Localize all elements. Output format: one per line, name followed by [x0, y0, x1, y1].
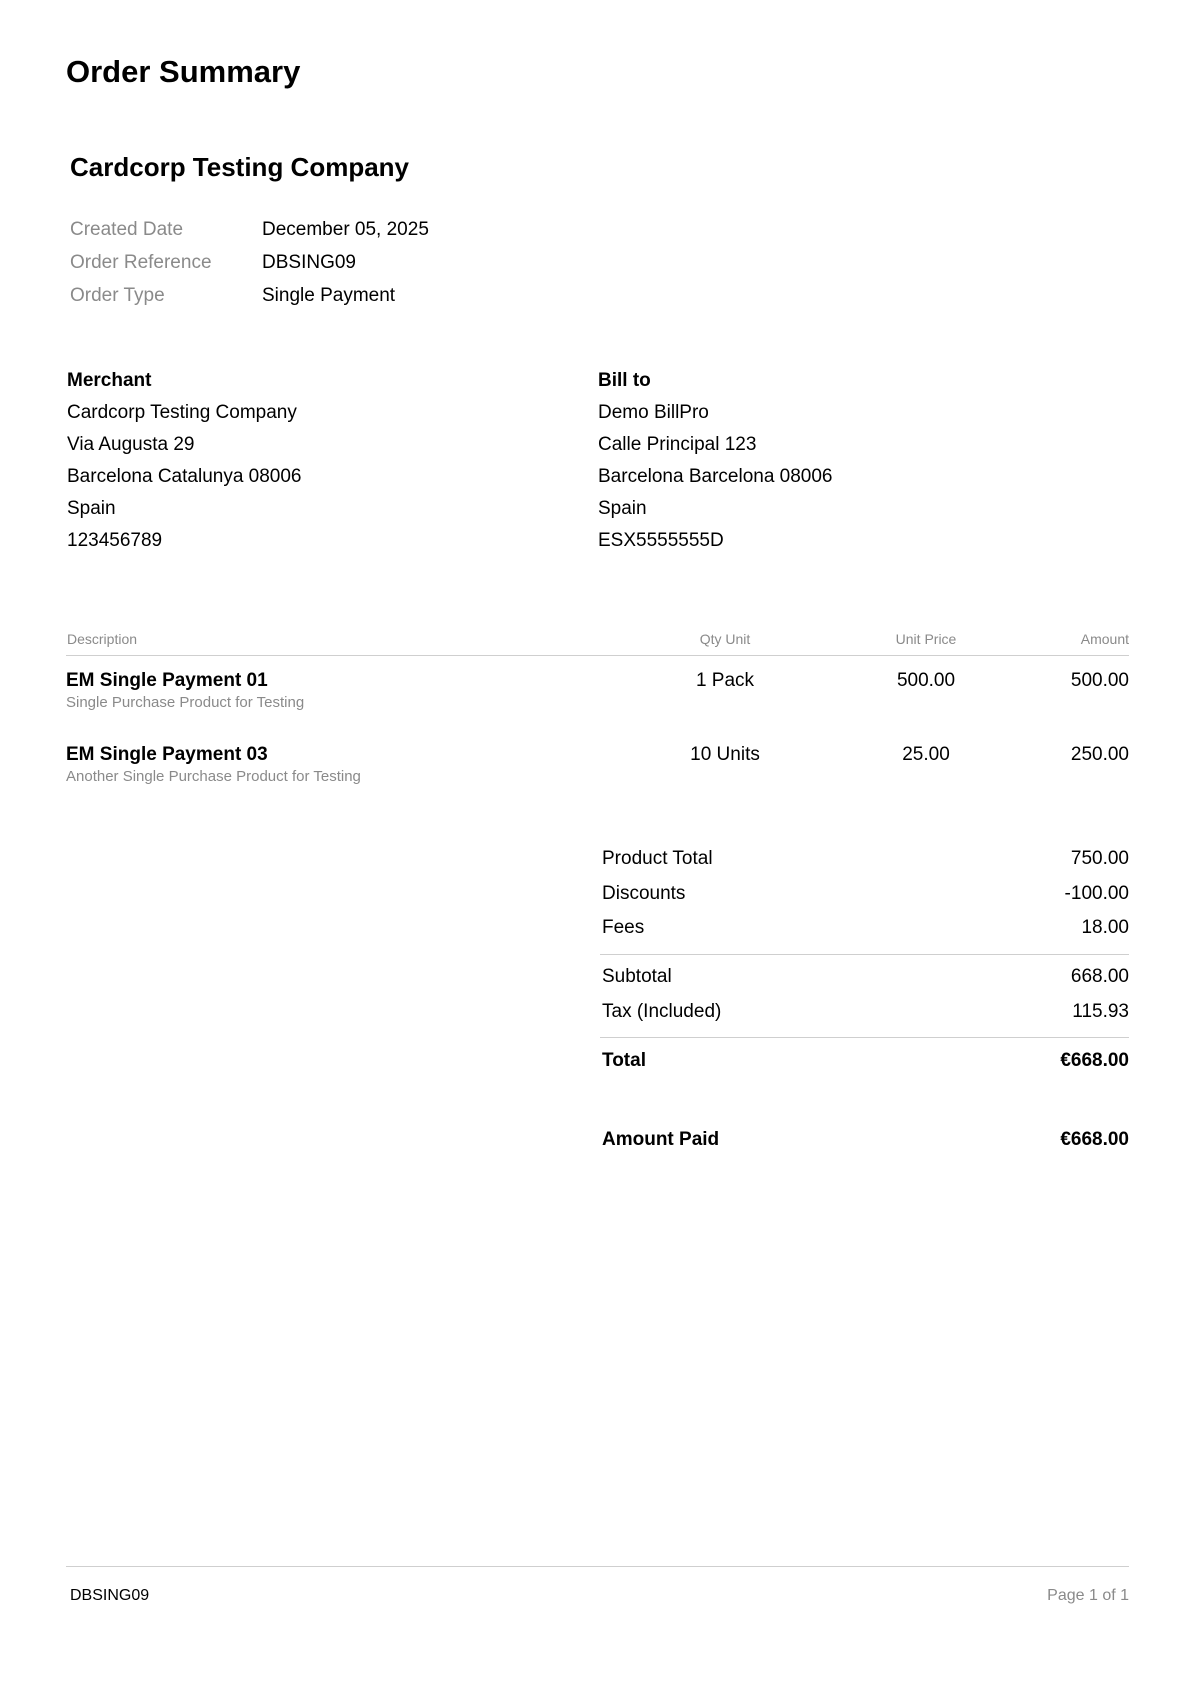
item-qty-unit: 1 Pack — [695, 670, 755, 691]
order-type-label: Order Type — [70, 285, 165, 306]
tax-value: 115.93 — [1072, 1001, 1129, 1022]
order-type-value: Single Payment — [262, 285, 396, 306]
page-title: Order Summary — [66, 54, 301, 89]
item-description: Another Single Purchase Product for Testing — [66, 768, 361, 785]
totals-divider — [600, 954, 1129, 955]
total-divider — [600, 1037, 1129, 1038]
product-total-value: 750.00 — [1070, 848, 1129, 869]
amount-paid-value: €668.00 — [1060, 1129, 1129, 1150]
bill-to-line: Barcelona Barcelona 08006 — [598, 466, 833, 487]
merchant-line: 123456789 — [67, 530, 163, 551]
company-name: Cardcorp Testing Company — [70, 152, 410, 182]
tax-label: Tax (Included) — [602, 1001, 722, 1022]
page-number: Page 1 of 1 — [1047, 1587, 1129, 1604]
bill-to-line: ESX5555555D — [598, 530, 724, 551]
item-name: EM Single Payment 03 — [66, 744, 268, 765]
subtotal-label: Subtotal — [602, 966, 672, 987]
discounts-label: Discounts — [602, 883, 686, 904]
item-unit-price: 25.00 — [902, 744, 950, 765]
column-header-amount: Amount — [1080, 631, 1129, 647]
merchant-heading: Merchant — [67, 370, 152, 391]
item-unit-price: 500.00 — [896, 670, 956, 691]
discounts-value: -100.00 — [1064, 883, 1129, 904]
table-header-divider — [66, 655, 1129, 656]
column-header-description: Description — [67, 631, 138, 647]
fees-value: 18.00 — [1081, 917, 1129, 938]
merchant-line: Cardcorp Testing Company — [67, 402, 297, 423]
column-header-qty-unit: Qty Unit — [699, 631, 751, 647]
merchant-line: Spain — [67, 498, 116, 519]
order-reference-label: Order Reference — [70, 252, 212, 273]
bill-to-line: Spain — [598, 498, 647, 519]
subtotal-value: 668.00 — [1070, 966, 1129, 987]
created-date-value: December 05, 2025 — [262, 219, 429, 240]
created-date-label: Created Date — [70, 219, 184, 240]
column-header-unit-price: Unit Price — [895, 631, 957, 647]
item-description: Single Purchase Product for Testing — [66, 694, 305, 711]
item-amount: 250.00 — [1070, 744, 1129, 765]
total-label: Total — [602, 1050, 646, 1071]
item-name: EM Single Payment 01 — [66, 670, 268, 691]
fees-label: Fees — [602, 917, 645, 938]
item-amount: 500.00 — [1070, 670, 1129, 691]
footer-divider — [66, 1566, 1129, 1567]
product-total-label: Product Total — [602, 848, 713, 869]
bill-to-line: Demo BillPro — [598, 402, 709, 423]
item-qty-unit: 10 Units — [690, 744, 760, 765]
merchant-line: Barcelona Catalunya 08006 — [67, 466, 302, 487]
bill-to-line: Calle Principal 123 — [598, 434, 757, 455]
order-reference-value: DBSING09 — [262, 252, 356, 273]
total-value: €668.00 — [1060, 1050, 1129, 1071]
amount-paid-label: Amount Paid — [602, 1129, 720, 1150]
footer-reference: DBSING09 — [70, 1587, 150, 1604]
merchant-line: Via Augusta 29 — [67, 434, 195, 455]
bill-to-heading: Bill to — [598, 370, 651, 391]
